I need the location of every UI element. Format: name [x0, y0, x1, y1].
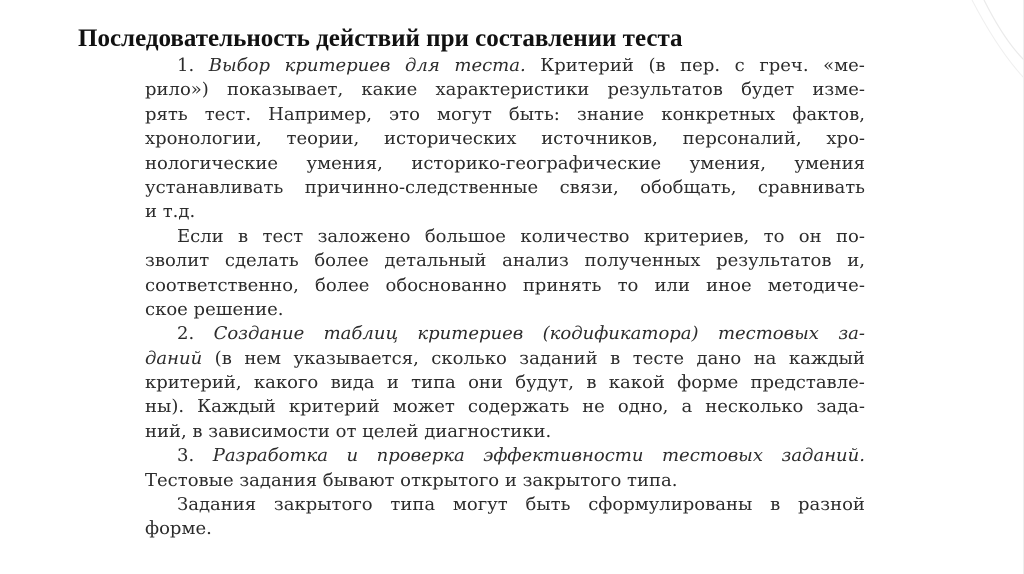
italic-word: критериев	[417, 323, 524, 345]
document-body	[145, 54, 865, 542]
italic-word: и	[346, 445, 359, 467]
word: может	[392, 396, 455, 418]
word: персоналий,	[682, 128, 802, 150]
word: критериев,	[643, 225, 750, 247]
italic-word: тестовых	[717, 323, 819, 345]
word: какого	[253, 372, 319, 394]
word: хронологии,	[145, 128, 262, 150]
word: более	[314, 250, 369, 272]
word: результатов	[607, 79, 723, 101]
italic-word: критериев	[284, 55, 391, 76]
text-line	[145, 54, 865, 78]
italic-word: проверка	[376, 445, 465, 467]
word: соответственно,	[145, 274, 299, 296]
word: или	[654, 274, 690, 296]
word: быть:	[508, 103, 560, 125]
word: нем	[244, 347, 281, 369]
italic-word: Разработка	[212, 445, 328, 467]
text-line	[145, 78, 865, 102]
word: и	[386, 372, 399, 394]
word: 1.	[177, 55, 195, 76]
word: результатов	[716, 250, 832, 272]
word: сравнивать	[757, 176, 865, 198]
word: сделать	[224, 250, 299, 272]
word: характеристики	[435, 79, 590, 101]
word: тесте	[632, 347, 685, 369]
word: историко-географические	[411, 152, 662, 174]
word: Каждый	[197, 396, 276, 418]
word: изме-	[812, 79, 865, 101]
text-line	[145, 469, 865, 493]
word: зада-	[816, 396, 865, 418]
word: заданий	[519, 347, 598, 369]
word: дано	[696, 347, 742, 369]
word: могут	[452, 494, 508, 516]
word: они	[468, 372, 503, 394]
word: вида	[330, 372, 375, 394]
word: ское решение.	[145, 298, 284, 320]
word: форме	[677, 372, 739, 394]
text-line	[145, 298, 865, 322]
word: устанавливать	[145, 176, 284, 198]
text-line	[145, 274, 865, 298]
word: с	[734, 55, 745, 76]
word: представле-	[750, 372, 865, 394]
word: указывается,	[293, 347, 419, 369]
word: иное	[706, 274, 752, 296]
text-line	[145, 493, 865, 517]
italic-word: (кодификатора)	[542, 323, 699, 345]
word: по-	[836, 225, 865, 247]
word: быть	[525, 494, 571, 516]
text-line	[145, 225, 865, 249]
word: не	[582, 396, 605, 418]
text-line	[145, 371, 865, 395]
word: «ме-	[823, 55, 865, 76]
word: греч.	[759, 55, 809, 76]
word: будет	[741, 79, 795, 101]
word: в	[238, 225, 249, 247]
italic-word: таблиц	[323, 323, 399, 345]
word: показывает,	[227, 79, 344, 101]
word: и,	[847, 250, 865, 272]
text-line	[145, 200, 865, 224]
word: зволит	[145, 250, 210, 272]
text-line	[145, 322, 865, 346]
text-line	[145, 444, 865, 468]
word: критерий,	[145, 372, 242, 394]
word: содержать	[467, 396, 570, 418]
word: то	[763, 225, 785, 247]
word: причинно-следственные	[304, 176, 539, 198]
word: сформулированы	[588, 494, 753, 516]
word: ны).	[145, 396, 185, 418]
italic-word: эффективности	[483, 445, 644, 467]
word: он	[798, 225, 822, 247]
word: в	[770, 494, 781, 516]
word: Задания	[177, 494, 257, 516]
word: разной	[798, 494, 865, 516]
text-line	[145, 176, 865, 200]
word: а	[681, 396, 693, 418]
word: нологические	[145, 152, 279, 174]
word: какие	[361, 79, 418, 101]
word: большое	[424, 225, 506, 247]
word: то	[617, 274, 639, 296]
italic-word: тестовых	[661, 445, 763, 467]
italic-word: заданий.	[781, 445, 865, 467]
word: источников,	[541, 128, 658, 150]
text-line	[145, 103, 865, 127]
word: какой	[608, 372, 665, 394]
word: это	[389, 103, 420, 125]
word: обобщать,	[640, 176, 737, 198]
word: критерий	[288, 396, 380, 418]
word: Тестовые задания бывают открытого и закрытого типа.	[145, 469, 678, 491]
corner-decoration	[964, 0, 1024, 574]
word: детальный	[384, 250, 487, 272]
word: ний, в зависимости от целей диагностики.	[145, 420, 552, 442]
text-line	[145, 420, 865, 444]
word: каждый	[788, 347, 865, 369]
word: (в	[214, 347, 232, 369]
word: методиче-	[767, 274, 865, 296]
word: Например,	[268, 103, 372, 125]
word: типа	[390, 494, 436, 516]
text-line	[145, 127, 865, 151]
word: рило»)	[145, 79, 209, 101]
word: исторических	[383, 128, 517, 150]
word: количество	[520, 225, 630, 247]
word: знание	[576, 103, 645, 125]
word: сколько	[431, 347, 507, 369]
word: конкретных	[661, 103, 776, 125]
word: умения,	[306, 152, 383, 174]
text-line	[145, 395, 865, 419]
word: теории,	[286, 128, 360, 150]
italic-word: Создание	[213, 323, 305, 345]
word: принять	[522, 274, 602, 296]
word: Критерий	[540, 55, 634, 76]
word: одно,	[617, 396, 669, 418]
word: 2.	[177, 323, 195, 345]
word: несколько	[705, 396, 804, 418]
word: рять	[145, 103, 188, 125]
text-line	[145, 152, 865, 176]
word: тест	[262, 225, 304, 247]
italic-word: за-	[838, 323, 865, 345]
slide-title: Последовательность действий при составлении теста	[78, 25, 683, 52]
italic-word: теста.	[454, 55, 526, 76]
italic-word: Выбор	[208, 55, 270, 76]
word: хро-	[826, 128, 865, 150]
italic-word: даний	[145, 347, 203, 369]
word: обоснованно	[385, 274, 507, 296]
word: типа	[411, 372, 456, 394]
word: в	[610, 347, 621, 369]
text-line	[145, 249, 865, 273]
word: Если	[177, 225, 224, 247]
word: 3.	[177, 445, 195, 467]
word: могут	[437, 103, 492, 125]
word: тест.	[204, 103, 252, 125]
word: и т.д.	[145, 201, 196, 223]
word: будут,	[515, 372, 575, 394]
word: форме.	[145, 518, 212, 540]
word: полученных	[584, 250, 701, 272]
word: пер.	[680, 55, 721, 76]
word: на	[753, 347, 777, 369]
word: умения	[794, 152, 865, 174]
word: фактов,	[792, 103, 865, 125]
word: анализ	[502, 250, 569, 272]
italic-word: для	[405, 55, 440, 76]
word: умения,	[689, 152, 766, 174]
word: более	[314, 274, 370, 296]
word: связи,	[559, 176, 619, 198]
text-line	[145, 517, 865, 541]
word: (в	[648, 55, 666, 76]
text-line	[145, 347, 865, 371]
word: закрытого	[273, 494, 373, 516]
word: в	[586, 372, 597, 394]
word: заложено	[317, 225, 411, 247]
